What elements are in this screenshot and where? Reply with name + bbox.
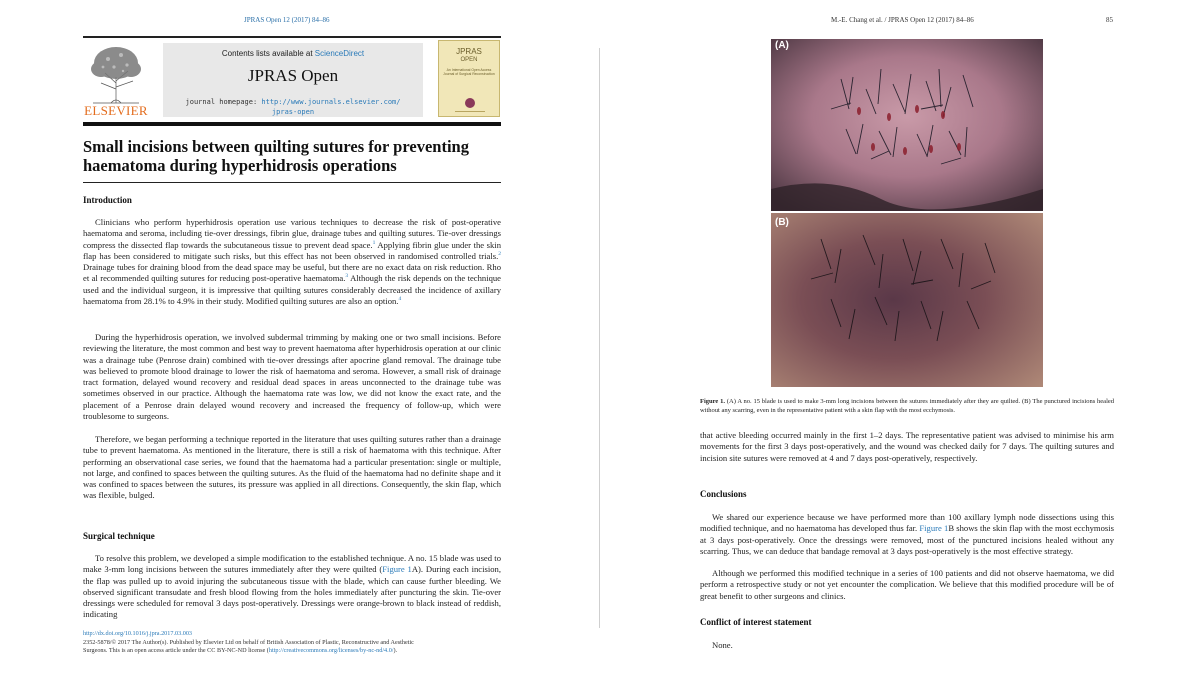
intro-paragraph-2: During the hyperhidrosis operation, we involved subdermal trimming by making one or two small incisions. Before reviewing the literature, the most common and best way to prevent haematoma after hyperhidrosis operation at our clinic was a drainage tube (Penrose drain) combined with tie-over dressings after apocrine gland removal. The drainage tube was believed to promote blood drainage to lower the risk of haematoma and seroma. However, a small risk of drainage tract formation, delayed wound recovery and residual dead spaces in areas unconnected to the drainage tube was sometimes observed in our practice. Although the haematoma rate was low, we did not know the exact rate, and the placement of a Penrose drain delayed wound recovery and increased the frequency of follow-up, which were troublesome to surgeons.	[83, 332, 501, 422]
heading-introduction: Introduction	[83, 195, 132, 205]
caption-text: (A) A no. 15 blade is used to make 3-mm long incisions between the sutures immediately after they are quilted. (B) The punctured incisions healed without any scarring, even in the representative patient with a skin flap with the most ecchymosis.	[700, 398, 1115, 414]
conflict-statement: None.	[712, 640, 733, 650]
conclusions-p1-text-a: We shared our experience because we have performed more than 100 axillary lymph node dissections using this modified technique, and no haematoma has developed thus far.	[700, 512, 1114, 534]
footer-copyright: 2352-5878/© 2017 The Author(s). Published by Elsevier Ltd on behalf of British Association of Plastic, Reconstructive and Aesthetic	[83, 638, 414, 646]
doi-link[interactable]: http://dx.doi.org/10.1016/j.jpra.2017.03.003	[83, 630, 193, 637]
footer-license-suffix: ).	[393, 647, 398, 654]
cover-title	[439, 48, 499, 64]
homepage-prefix: journal homepage:	[185, 98, 262, 106]
journal-homepage	[163, 97, 423, 117]
cover-title-line-1: JPRAS	[456, 47, 482, 56]
heading-conflict-of-interest: Conflict of interest statement	[700, 617, 812, 627]
citation-2[interactable]: 2	[498, 251, 501, 258]
article-footer	[83, 630, 503, 656]
citation-1[interactable]: 1	[372, 239, 376, 246]
journal-title: JPRAS Open	[247, 66, 339, 85]
heading-conclusions: Conclusions	[700, 489, 747, 499]
conclusions-p1-text-b: B shows the skin flap with the most ecchymosis at 3 days post-operatively. Once the dressings were removed, most of the punctured incisions healed without any scarring. Thus, we can deduce that bandage removal at 3 days post-operatively is the most effective strategy.	[700, 523, 1114, 556]
panel-a-label: (A)	[775, 40, 789, 51]
heading-surgical-technique: Surgical technique	[83, 531, 155, 541]
cover-title-line-2: OPEN	[460, 57, 478, 63]
intro-p1-text-b: Applying fibrin glue under the skin flap has been considered to mitigate such risks, but this effect has not been observed in randomised controlled trials.	[83, 239, 501, 261]
license-link[interactable]: http://creativecommons.org/licenses/by-nc-nd/4.0/	[268, 647, 394, 654]
intro-p1-text-a: Clinicians who perform hyperhidrosis operation use various techniques to decrease the risk of post-operative haematoma and seroma, including tie-over dressings, fibrin glue, drainage tubes and quilting sutures. Tie-over dressings compress the dissected flap towards the subcutaneous tissue to prevent dead space.	[83, 217, 501, 250]
conclusions-paragraph-1	[700, 512, 1114, 557]
intro-paragraph-1	[83, 217, 501, 307]
surgical-p1-text-a: To resolve this problem, we developed a simple modification to the established technique. A no. 15 blade was used to make 3-mm long incisions between the sutures immediately after they were quilted (	[83, 553, 501, 575]
homepage-link[interactable]: http://www.journals.elsevier.com/	[261, 98, 401, 106]
intro-p1-text-d: Although the risk depends on the technique used and the individual surgeon, it is impressive that quilting sutures considerably decreased the incidence of axillary haematoma from 28.1% to 4.9% in their study. Modified quilting sutures are also an option.	[83, 273, 501, 307]
figure-1-photos	[771, 39, 1043, 387]
conclusions-paragraph-2: Although we performed this modified technique in a series of 100 patients and did not observe haematoma, we did perform a retrospective study or not yet encounter the complication. We believe that this modified procedure will be of great benefit to other surgeons and clinics.	[700, 568, 1114, 601]
contents-line	[163, 49, 423, 58]
homepage-link-continued[interactable]: jpras-open	[271, 108, 315, 116]
running-head-right: M.-E. Chang et al. / JPRAS Open 12 (2017) 84–86	[831, 16, 974, 24]
title-rule	[83, 182, 501, 183]
masthead-bottom-rule	[83, 122, 501, 126]
journal-masthead	[83, 40, 501, 120]
masthead-top-rule	[83, 36, 501, 38]
surgical-p1-text-b: A). During each incision, the flap was pulled up to avoid injuring the subcutaneous tissue with the blade, which can cause further bleeding. We observed significant transudate and fresh blood flowing from the holes immediately after puncturing the skin. Tie-over dressings were scheduled for removal 3 days post-operatively. Dressings were orange-brown to black instead of reddish, indicating	[83, 564, 501, 620]
panel-b-label: (B)	[775, 217, 789, 228]
photo-panel-b	[771, 213, 1043, 387]
caption-label: Figure 1.	[700, 398, 726, 405]
journal-cover-thumbnail	[438, 40, 500, 117]
intro-paragraph-3: Therefore, we began performing a technique reported in the literature that uses quilting sutures rather than a drainage tube to prevent haematoma. As mentioned in the literature, there is still a risk of haematoma with this technique. After performing an observational case series, we found that the haematoma had a particular presentation: single or multiple, not large, and confined to spaces between the quilting sutures. As the fluid of the haematoma had no definite shape and it was confined to spaces between the sutures, its pressure was applied in all directions. Consequently, the skin flap, which was flexible, bulged.	[83, 434, 501, 501]
figure-1b-link[interactable]: Figure 1	[919, 523, 949, 534]
article-title: Small incisions between quilting sutures for preventing haematoma during hyperhidrosis operations	[83, 137, 469, 175]
page-number: 85	[1106, 16, 1113, 24]
cover-emblem	[451, 93, 489, 113]
cover-subtitle: An International Open Access Journal of Surgical Reconstruction	[443, 68, 495, 76]
intro-p1-text-c: Drainage tubes for draining blood from the dead space may be useful, but there are no exact data on risk reduction. Rho et al recommended quilting sutures for reducing post-operative haematoma.	[83, 262, 501, 284]
running-head-left: JPRAS Open 12 (2017) 84–86	[244, 16, 330, 24]
citation-4[interactable]: 4	[398, 296, 402, 303]
citation-3[interactable]: 3	[345, 273, 349, 280]
publisher-wordmark: ELSEVIER	[84, 103, 148, 118]
figure-1-link[interactable]: Figure 1	[382, 564, 412, 575]
surgical-paragraph-1	[83, 553, 501, 621]
figure-1	[771, 39, 1043, 387]
contents-prefix: Contents lists available at	[221, 49, 315, 58]
continuation-paragraph: that active bleeding occurred mainly in the first 1–2 days. The representative patient was advised to minimise his arm movements for the first 3 days post-operatively, and the wound was checked daily for 7 days. The quilting sutures and incision site sutures were removed at 4 and 7 days post-operatively, respectively.	[700, 430, 1114, 463]
figure-1-caption	[700, 398, 1114, 415]
footer-license	[83, 647, 503, 656]
masthead-banner	[163, 43, 423, 117]
footer-license-prefix: Surgeons. This is an open access article under the CC BY-NC-ND license (	[83, 647, 269, 654]
sciencedirect-link[interactable]: ScienceDirect	[314, 49, 365, 58]
